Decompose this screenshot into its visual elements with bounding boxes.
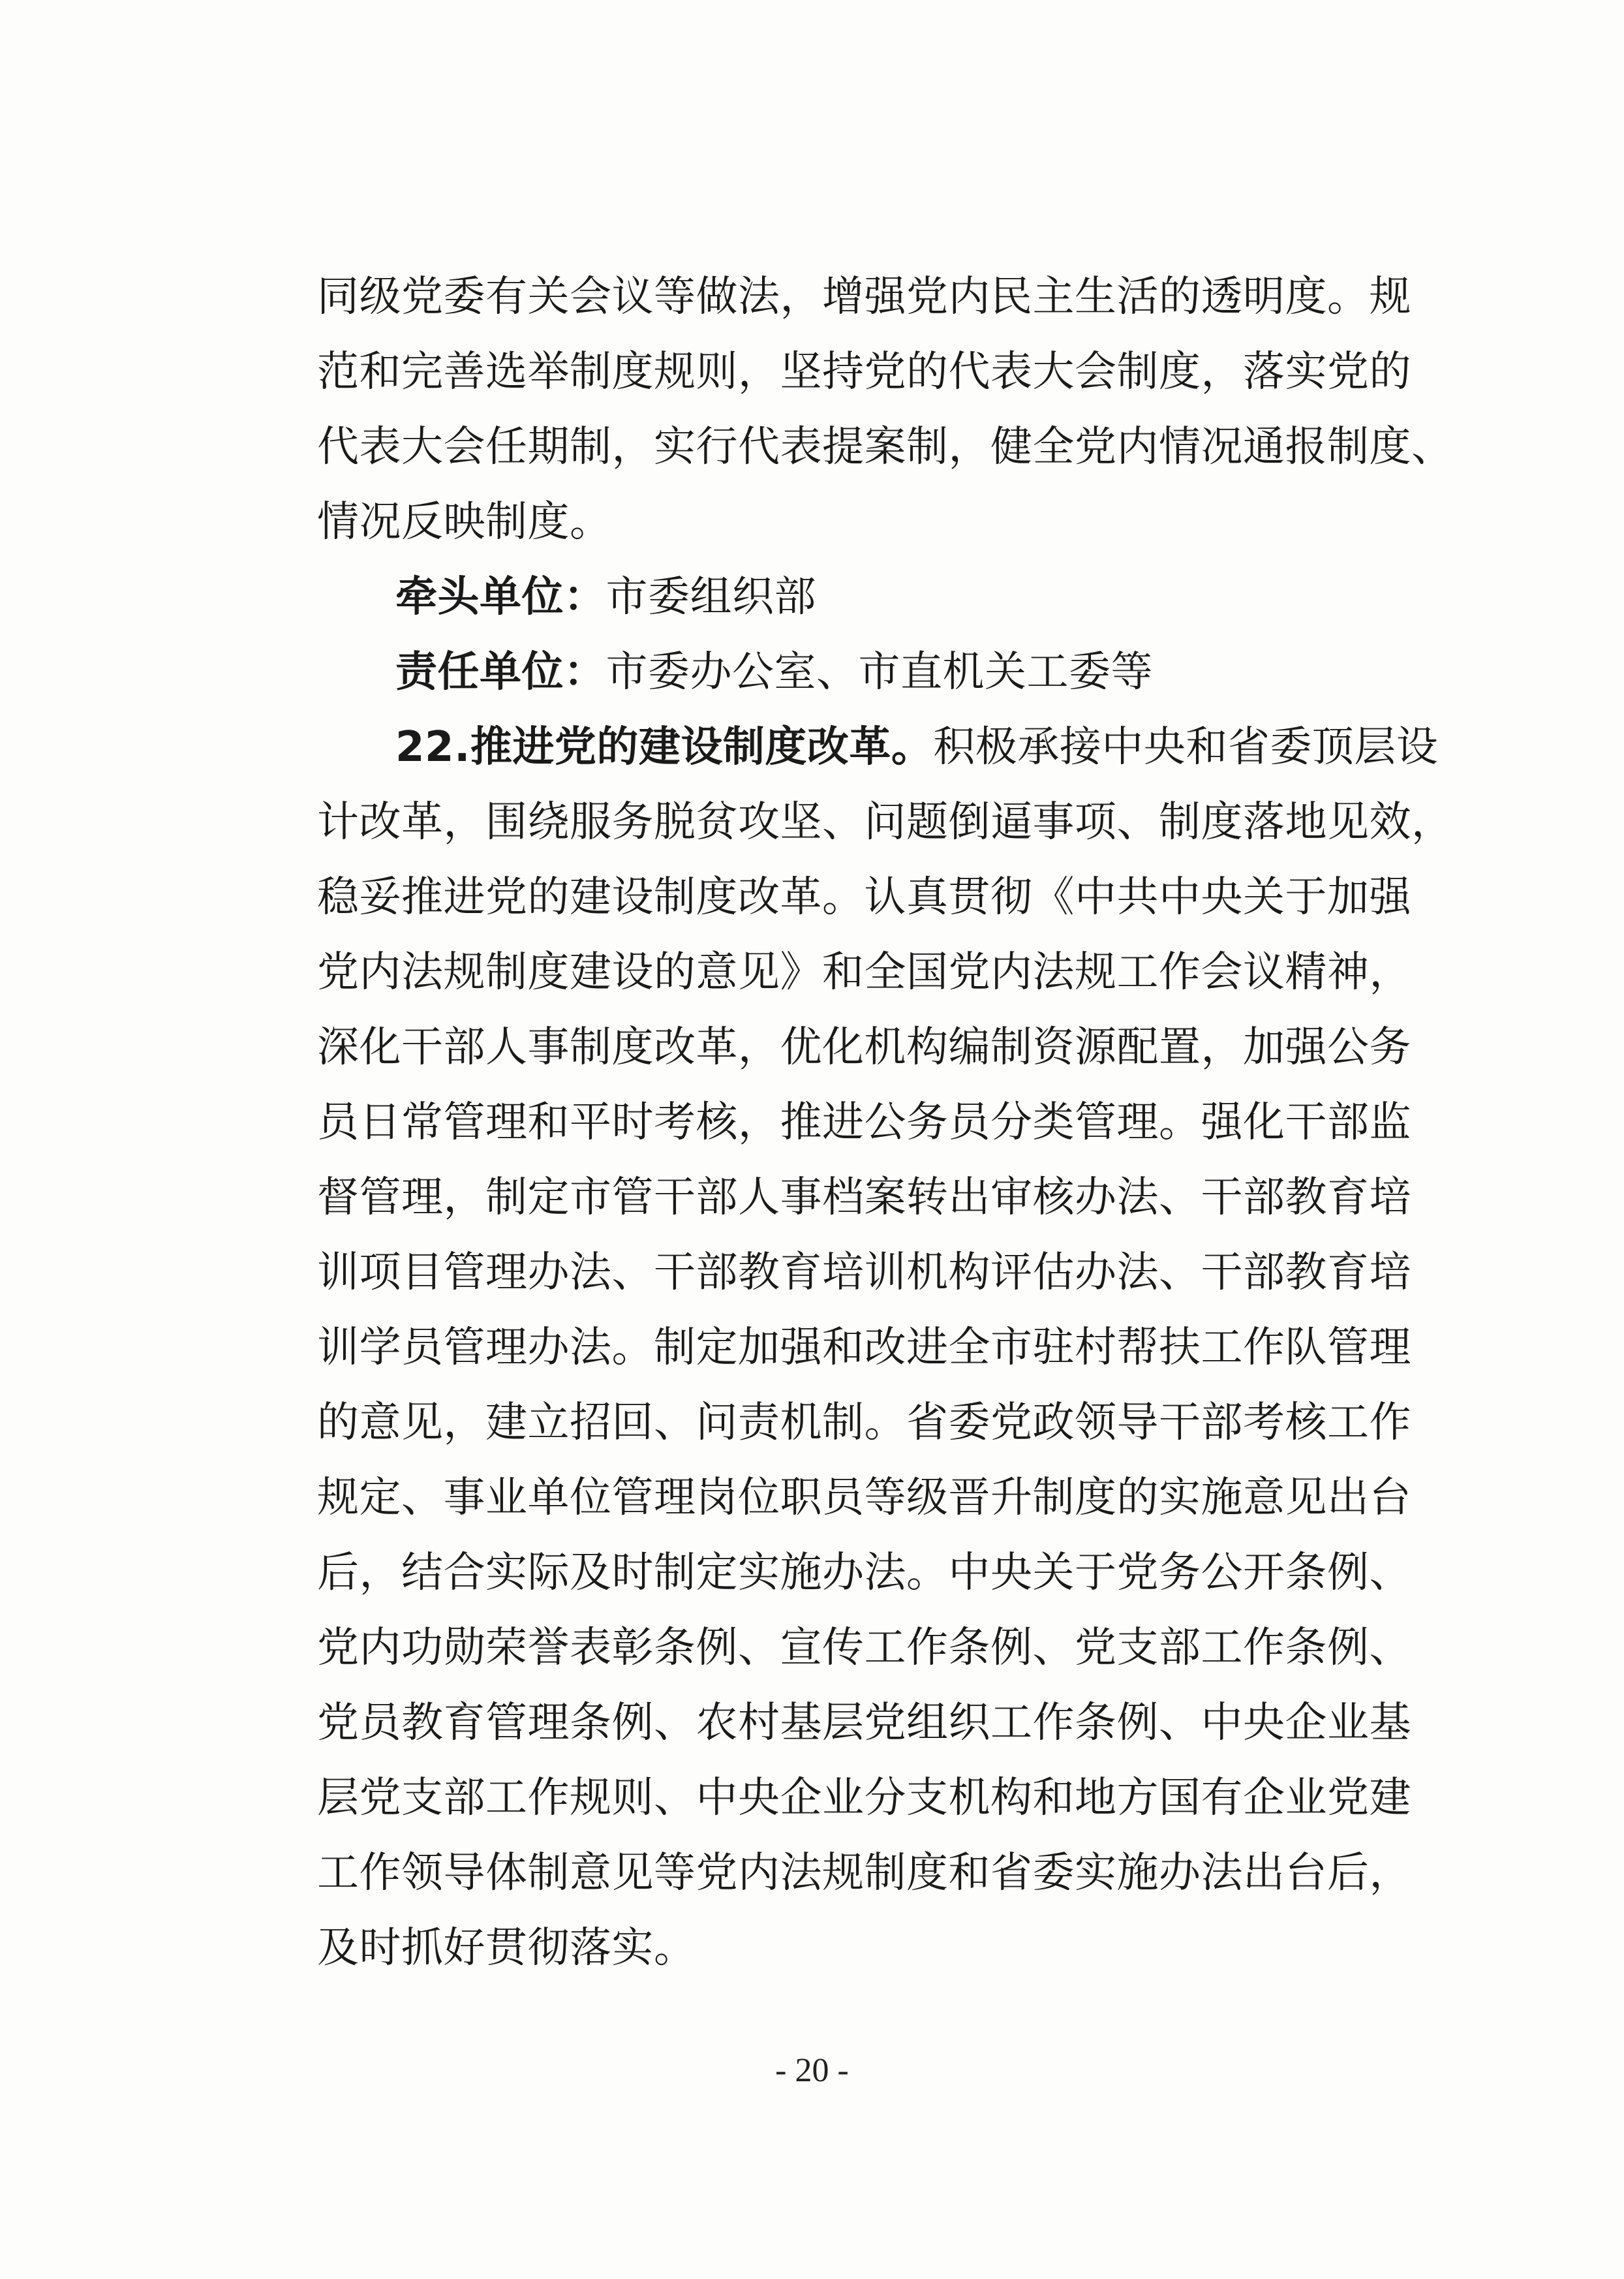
paragraph-line: 规定、事业单位管理岗位职员等级晋升制度的实施意见出台 <box>317 1474 1411 1522</box>
lead-unit-value: 市委组织部 <box>605 573 816 621</box>
paragraph-line: 工作领导体制意见等党内法规制度和省委实施办法出台后， <box>317 1849 1411 1897</box>
paragraph-line: 的意见，建立招回、问责机制。省委党政领导干部考核工作 <box>317 1399 1411 1447</box>
lead-unit-label: 牵头单位： <box>395 573 606 621</box>
responsible-unit-line <box>395 646 1400 698</box>
paragraph-line: 稳妥推进党的建设制度改革。认真贯彻《中共中央关于加强 <box>317 873 1411 922</box>
paragraph-line: 训学员管理办法。制定加强和改进全市驻村帮扶工作队管理 <box>317 1324 1411 1372</box>
responsible-unit-value: 市委办公室、市直机关工委等 <box>605 648 1153 696</box>
lead-unit-line <box>395 571 1400 623</box>
paragraph-line: 范和完善选举制度规则，坚持党的代表大会制度，落实党的 <box>317 348 1411 396</box>
paragraph-line: 督管理，制定市管干部人事档案转出审核办法、干部教育培 <box>317 1173 1411 1222</box>
section-22-first-line <box>395 721 1439 773</box>
paragraph-line: 后，结合实际及时制定实施办法。中央关于党务公开条例、 <box>317 1549 1411 1597</box>
section-22-text: 积极承接中央和省委顶层设 <box>933 723 1439 771</box>
paragraph-line: 训项目管理办法、干部教育培训机构评估办法、干部教育培 <box>317 1248 1411 1297</box>
paragraph-line: 代表大会任期制，实行代表提案制，健全党内情况通报制度、 <box>317 423 1454 471</box>
paragraph-line: 层党支部工作规则、中央企业分支机构和地方国有企业党建 <box>317 1774 1411 1822</box>
paragraph-line: 党员教育管理条例、农村基层党组织工作条例、中央企业基 <box>317 1699 1411 1747</box>
paragraph-line: 情况反映制度。 <box>317 498 612 546</box>
page-number: - 20 - <box>775 2052 849 2089</box>
paragraph-line: 计改革，围绕服务脱贫攻坚、问题倒逼事项、制度落地见效， <box>317 798 1454 846</box>
paragraph-line: 同级党委有关会议等做法，增强党内民主生活的透明度。规 <box>317 273 1411 321</box>
paragraph-line: 党内法规制度建设的意见》和全国党内法规工作会议精神， <box>317 948 1411 997</box>
paragraph-line: 党内功勋荣誉表彰条例、宣传工作条例、党支部工作条例、 <box>317 1624 1411 1672</box>
paragraph-line: 及时抓好贯彻落实。 <box>317 1924 696 1972</box>
responsible-unit-label: 责任单位： <box>395 648 606 696</box>
section-22-heading: 22.推进党的建设制度改革。 <box>395 723 934 771</box>
paragraph-line: 员日常管理和平时考核，推进公务员分类管理。强化干部监 <box>317 1098 1411 1147</box>
paragraph-line: 深化干部人事制度改革，优化机构编制资源配置，加强公务 <box>317 1023 1411 1072</box>
